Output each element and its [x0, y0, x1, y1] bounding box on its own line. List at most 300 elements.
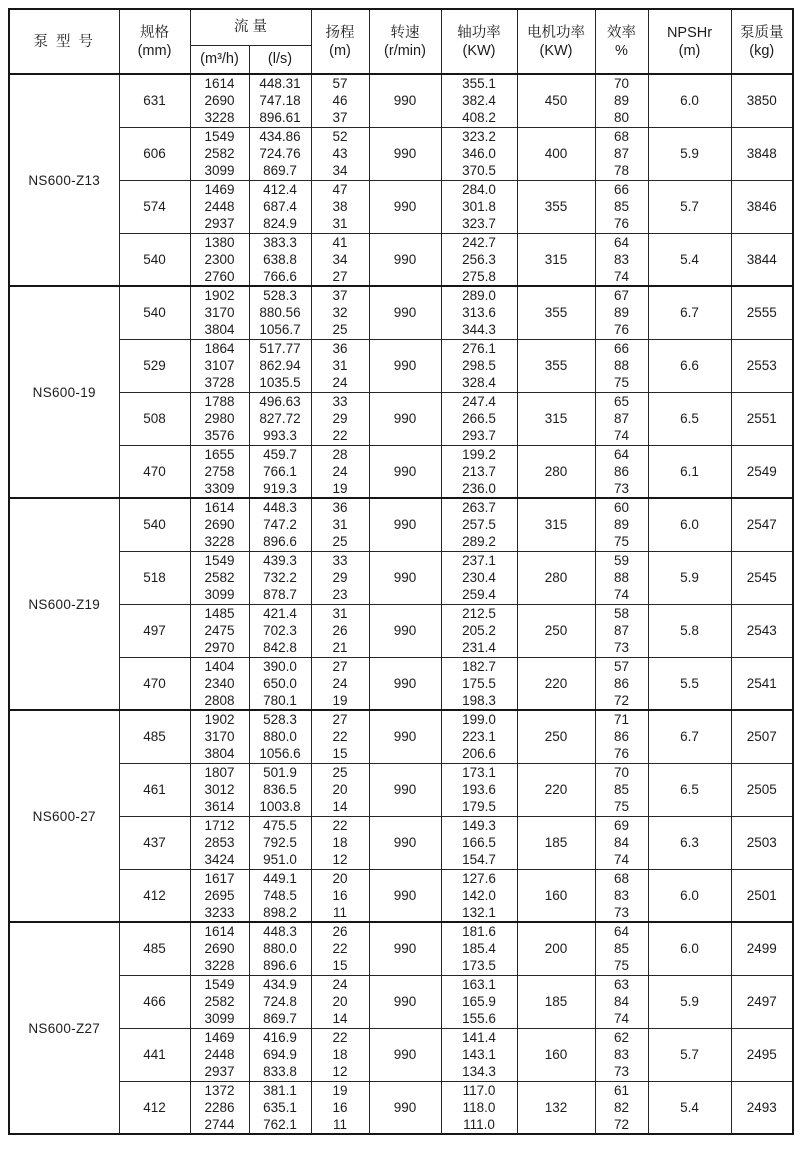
head-cell-value: 20 — [332, 870, 348, 886]
flow-m3h-cell — [190, 869, 249, 922]
mass-cell: 3844 — [731, 233, 793, 286]
efficiency-cell-value: 78 — [613, 163, 630, 178]
flow-m3h-cell-value: 1712 — [204, 818, 235, 833]
efficiency-cell-value: 89 — [613, 93, 630, 109]
flow-m3h-cell-value: 3170 — [204, 729, 235, 745]
head-cell — [311, 657, 369, 710]
efficiency-cell-value: 85 — [613, 941, 630, 957]
header-head-unit: (m) — [329, 42, 351, 59]
head-cell-value: 29 — [332, 411, 348, 426]
shaft-power-cell-value: 237.1 — [462, 553, 496, 568]
npshr-cell: 6.7 — [648, 710, 731, 763]
header-npshr-label: NPSHr — [666, 24, 713, 41]
spec-row — [9, 869, 793, 922]
shaft-power-cell — [441, 127, 517, 180]
spec-cell: 466 — [119, 975, 190, 1028]
npshr-cell: 6.5 — [648, 763, 731, 816]
head-cell-value: 37 — [332, 288, 348, 304]
flow-m3h-cell-value: 2970 — [204, 640, 235, 655]
head-cell — [311, 445, 369, 498]
flow-m3h-cell-value: 1469 — [204, 1030, 235, 1045]
flow-ls-cell-value: 694.9 — [263, 1047, 297, 1062]
shaft-power-cell-value: 199.2 — [462, 446, 496, 462]
efficiency-cell-value: 82 — [613, 1099, 630, 1115]
speed-cell: 990 — [369, 922, 441, 975]
mass-cell: 2501 — [731, 869, 793, 922]
efficiency-cell-value: 75 — [613, 799, 630, 814]
npshr-cell: 5.8 — [648, 604, 731, 657]
shaft-power-cell-value: 370.5 — [462, 163, 496, 178]
flow-ls-cell-value: 439.3 — [263, 553, 297, 568]
speed-cell: 990 — [369, 498, 441, 551]
head-cell-value: 24 — [332, 977, 348, 992]
flow-m3h-cell-value: 2582 — [204, 570, 235, 585]
flow-m3h-cell-value: 1485 — [204, 606, 235, 621]
spec-cell: 540 — [119, 498, 190, 551]
efficiency-cell-value: 75 — [613, 375, 630, 390]
flow-m3h-cell-value: 1614 — [204, 500, 235, 516]
shaft-power-cell-value: 323.2 — [462, 129, 496, 144]
efficiency-cell — [595, 763, 648, 816]
shaft-power-cell-value: 236.0 — [462, 480, 496, 496]
flow-m3h-cell-value: 3233 — [204, 904, 235, 920]
flow-ls-cell — [249, 233, 311, 286]
head-cell-value: 22 — [332, 729, 348, 745]
flow-ls-cell — [249, 922, 311, 975]
motor-power-cell: 355 — [517, 286, 595, 339]
efficiency-cell-value: 64 — [613, 446, 630, 462]
flow-m3h-cell-value: 1655 — [204, 446, 235, 462]
shaft-power-cell — [441, 551, 517, 604]
spec-row — [9, 1081, 793, 1134]
npshr-cell: 6.0 — [648, 922, 731, 975]
flow-ls-cell-value: 833.8 — [263, 1064, 297, 1079]
spec-cell: 631 — [119, 74, 190, 127]
flow-ls-cell-value: 528.3 — [263, 712, 297, 728]
header-shaft-power-unit: (KW) — [462, 42, 496, 59]
head-cell-value: 14 — [332, 799, 348, 814]
efficiency-cell-value: 86 — [613, 463, 630, 479]
efficiency-cell-value: 74 — [613, 1011, 630, 1026]
efficiency-cell-value: 59 — [613, 553, 630, 568]
header-spec — [119, 9, 190, 74]
efficiency-cell-value: 88 — [613, 570, 630, 585]
spec-row — [9, 763, 793, 816]
spec-row — [9, 710, 793, 763]
head-cell-value: 21 — [332, 640, 348, 655]
efficiency-cell — [595, 286, 648, 339]
head-cell — [311, 975, 369, 1028]
head-cell-value: 57 — [332, 76, 348, 92]
spec-cell: 540 — [119, 286, 190, 339]
head-cell-value: 29 — [332, 570, 348, 585]
efficiency-cell — [595, 392, 648, 445]
flow-ls-cell-value: 416.9 — [263, 1030, 297, 1045]
flow-m3h-cell — [190, 74, 249, 127]
head-cell-value: 32 — [332, 305, 348, 321]
flow-m3h-cell — [190, 604, 249, 657]
flow-m3h-cell-value: 2853 — [204, 835, 235, 850]
shaft-power-cell — [441, 763, 517, 816]
flow-m3h-cell-value: 2582 — [204, 146, 235, 161]
shaft-power-cell — [441, 180, 517, 233]
efficiency-cell-value: 75 — [613, 958, 630, 974]
flow-ls-cell-value: 880.56 — [259, 305, 301, 321]
motor-power-cell: 200 — [517, 922, 595, 975]
spec-cell: 497 — [119, 604, 190, 657]
head-cell-value: 41 — [332, 234, 348, 250]
flow-m3h-cell — [190, 975, 249, 1028]
flow-ls-cell-value: 1056.7 — [259, 322, 301, 338]
shaft-power-cell-value: 298.5 — [462, 358, 496, 373]
shaft-power-cell-value: 323.7 — [462, 216, 496, 231]
flow-ls-cell-value: 824.9 — [263, 216, 297, 231]
efficiency-cell — [595, 710, 648, 763]
spec-cell: 441 — [119, 1028, 190, 1081]
flow-ls-cell-value: 762.1 — [263, 1116, 297, 1132]
speed-cell: 990 — [369, 339, 441, 392]
mass-cell: 2551 — [731, 392, 793, 445]
flow-ls-cell-value: 724.76 — [259, 146, 301, 161]
head-cell — [311, 339, 369, 392]
flow-ls-cell — [249, 710, 311, 763]
npshr-cell: 6.0 — [648, 869, 731, 922]
mass-cell: 2495 — [731, 1028, 793, 1081]
efficiency-cell — [595, 339, 648, 392]
flow-m3h-cell-value: 2980 — [204, 411, 235, 426]
head-cell-value: 33 — [332, 553, 348, 568]
mass-cell: 3846 — [731, 180, 793, 233]
flow-m3h-cell-value: 3228 — [204, 958, 235, 974]
flow-m3h-cell — [190, 816, 249, 869]
flow-m3h-cell — [190, 180, 249, 233]
speed-cell: 990 — [369, 233, 441, 286]
pump-spec-table — [8, 8, 794, 1135]
flow-m3h-cell-value: 1864 — [204, 341, 235, 356]
shaft-power-cell-value: 117.0 — [462, 1082, 496, 1098]
efficiency-cell — [595, 551, 648, 604]
mass-cell: 3850 — [731, 74, 793, 127]
flow-m3h-cell-value: 2690 — [204, 941, 235, 957]
head-cell-value: 11 — [332, 904, 347, 920]
motor-power-cell: 355 — [517, 180, 595, 233]
flow-ls-cell-value: 827.72 — [259, 411, 301, 426]
spec-cell: 412 — [119, 869, 190, 922]
shaft-power-cell-value: 132.1 — [462, 904, 496, 920]
spec-row — [9, 551, 793, 604]
flow-m3h-cell-value: 3576 — [204, 428, 235, 443]
efficiency-cell-value: 64 — [613, 234, 630, 250]
spec-cell: 529 — [119, 339, 190, 392]
head-cell-value: 38 — [332, 199, 348, 214]
shaft-power-cell-value: 408.2 — [462, 110, 496, 126]
header-mass — [731, 9, 793, 74]
flow-m3h-cell — [190, 498, 249, 551]
flow-m3h-cell-value: 2744 — [204, 1116, 235, 1132]
flow-m3h-cell-value: 1549 — [204, 553, 235, 568]
shaft-power-cell-value: 328.4 — [462, 375, 496, 390]
head-cell — [311, 233, 369, 286]
shaft-power-cell-value: 276.1 — [462, 341, 496, 356]
efficiency-cell-value: 73 — [613, 480, 630, 496]
shaft-power-cell — [441, 869, 517, 922]
flow-m3h-cell-value: 2300 — [204, 251, 235, 267]
header-spec-label: 规格 — [140, 24, 169, 41]
shaft-power-cell — [441, 816, 517, 869]
header-spec-unit: (mm) — [137, 42, 172, 59]
shaft-power-cell-value: 212.5 — [462, 606, 496, 621]
shaft-power-cell-value: 142.0 — [462, 887, 496, 903]
speed-cell: 990 — [369, 1081, 441, 1134]
shaft-power-cell-value: 344.3 — [462, 322, 496, 338]
shaft-power-cell-value: 205.2 — [462, 623, 496, 638]
speed-cell: 990 — [369, 710, 441, 763]
npshr-cell: 5.9 — [648, 127, 731, 180]
efficiency-cell-value: 74 — [613, 852, 630, 867]
head-cell-value: 43 — [332, 146, 348, 161]
flow-ls-cell — [249, 657, 311, 710]
flow-ls-cell-value: 434.9 — [263, 977, 297, 992]
spec-cell: 540 — [119, 233, 190, 286]
head-cell — [311, 604, 369, 657]
shaft-power-cell — [441, 710, 517, 763]
efficiency-cell — [595, 1028, 648, 1081]
flow-ls-cell-value: 732.2 — [263, 570, 297, 585]
mass-cell: 2499 — [731, 922, 793, 975]
npshr-cell: 5.9 — [648, 975, 731, 1028]
shaft-power-cell-value: 179.5 — [462, 799, 496, 814]
header-efficiency-unit: % — [615, 42, 628, 59]
efficiency-cell-value: 65 — [613, 394, 630, 409]
shaft-power-cell-value: 257.5 — [462, 517, 496, 533]
flow-ls-cell — [249, 604, 311, 657]
mass-cell: 2507 — [731, 710, 793, 763]
shaft-power-cell-value: 118.0 — [462, 1099, 496, 1115]
shaft-power-cell-value: 289.0 — [462, 288, 496, 304]
flow-ls-cell-value: 896.61 — [259, 110, 301, 126]
flow-ls-cell-value: 412.4 — [263, 182, 297, 197]
flow-ls-cell — [249, 975, 311, 1028]
spec-row — [9, 74, 793, 127]
shaft-power-cell-value: 193.6 — [462, 782, 496, 797]
spec-cell: 574 — [119, 180, 190, 233]
header-efficiency-label: 效率 — [607, 24, 636, 41]
flow-m3h-cell-value: 3228 — [204, 534, 235, 550]
npshr-cell: 6.7 — [648, 286, 731, 339]
flow-ls-cell-value: 836.5 — [263, 782, 297, 797]
flow-ls-cell — [249, 498, 311, 551]
head-cell-value: 25 — [332, 534, 348, 550]
flow-ls-cell-value: 638.8 — [263, 251, 297, 267]
head-cell-value: 22 — [332, 428, 348, 443]
flow-m3h-cell — [190, 551, 249, 604]
mass-cell: 2553 — [731, 339, 793, 392]
speed-cell: 990 — [369, 180, 441, 233]
efficiency-cell-value: 62 — [613, 1030, 630, 1045]
model-name: NS600-19 — [9, 286, 119, 498]
head-cell-value: 15 — [332, 746, 348, 762]
efficiency-cell-value: 73 — [613, 904, 630, 920]
flow-m3h-cell — [190, 657, 249, 710]
flow-m3h-cell-value: 2690 — [204, 93, 235, 109]
flow-m3h-cell-value: 1807 — [204, 765, 235, 780]
efficiency-cell-value: 83 — [613, 887, 630, 903]
motor-power-cell: 220 — [517, 657, 595, 710]
npshr-cell: 6.0 — [648, 498, 731, 551]
shaft-power-cell-value: 155.6 — [462, 1011, 496, 1026]
speed-cell: 990 — [369, 445, 441, 498]
flow-m3h-cell-value: 2695 — [204, 887, 235, 903]
efficiency-cell-value: 76 — [613, 746, 630, 762]
header-motor-power-label: 电机功率 — [527, 24, 585, 41]
header-speed — [369, 9, 441, 74]
head-cell-value: 12 — [332, 1064, 348, 1079]
shaft-power-cell — [441, 1081, 517, 1134]
npshr-cell: 6.5 — [648, 392, 731, 445]
flow-m3h-cell-value: 3099 — [204, 163, 235, 178]
flow-ls-cell-value: 501.9 — [263, 765, 297, 780]
head-cell — [311, 392, 369, 445]
flow-ls-cell — [249, 551, 311, 604]
head-cell-value: 28 — [332, 446, 348, 462]
mass-cell: 2503 — [731, 816, 793, 869]
flow-ls-cell-value: 448.3 — [263, 500, 297, 516]
spec-row — [9, 233, 793, 286]
flow-ls-cell-value: 792.5 — [263, 835, 297, 850]
head-cell-value: 31 — [332, 517, 348, 533]
mass-cell: 2543 — [731, 604, 793, 657]
efficiency-cell-value: 60 — [613, 500, 630, 516]
flow-m3h-cell — [190, 922, 249, 975]
flow-ls-cell-value: 459.7 — [263, 446, 297, 462]
shaft-power-cell — [441, 604, 517, 657]
mass-cell: 2547 — [731, 498, 793, 551]
head-cell-value: 15 — [332, 958, 348, 974]
spec-cell: 412 — [119, 1081, 190, 1134]
efficiency-cell-value: 74 — [613, 428, 630, 443]
motor-power-cell: 250 — [517, 710, 595, 763]
efficiency-cell-value: 85 — [613, 199, 630, 214]
flow-m3h-cell-value: 3614 — [204, 799, 235, 814]
npshr-cell: 5.5 — [648, 657, 731, 710]
flow-m3h-cell — [190, 445, 249, 498]
flow-m3h-cell-value: 1469 — [204, 182, 235, 197]
spec-row — [9, 816, 793, 869]
spec-cell: 437 — [119, 816, 190, 869]
head-cell — [311, 710, 369, 763]
spec-cell: 485 — [119, 710, 190, 763]
efficiency-cell-value: 86 — [613, 675, 630, 691]
model-name: NS600-Z19 — [9, 498, 119, 710]
npshr-cell: 5.7 — [648, 1028, 731, 1081]
shaft-power-cell-value: 355.1 — [462, 76, 496, 92]
efficiency-cell-value: 67 — [613, 288, 630, 304]
motor-power-cell: 160 — [517, 1028, 595, 1081]
efficiency-cell — [595, 869, 648, 922]
shaft-power-cell-value: 259.4 — [462, 587, 496, 602]
head-cell-value: 16 — [332, 1099, 348, 1115]
head-cell-value: 18 — [332, 1047, 348, 1062]
flow-ls-cell-value: 880.0 — [263, 729, 297, 745]
shaft-power-cell-value: 289.2 — [462, 534, 496, 550]
flow-ls-cell-value: 496.63 — [259, 394, 301, 409]
shaft-power-cell — [441, 392, 517, 445]
head-cell-value: 14 — [332, 1011, 348, 1026]
spec-row — [9, 445, 793, 498]
speed-cell: 990 — [369, 869, 441, 922]
header-mass-label: 泵质量 — [740, 24, 784, 41]
flow-ls-cell-value: 724.8 — [263, 994, 297, 1009]
shaft-power-cell-value: 166.5 — [462, 835, 496, 850]
motor-power-cell: 132 — [517, 1081, 595, 1134]
shaft-power-cell-value: 154.7 — [462, 852, 496, 867]
flow-m3h-cell-value: 3099 — [204, 1011, 235, 1026]
efficiency-cell-value: 70 — [613, 765, 630, 780]
shaft-power-cell-value: 256.3 — [462, 251, 496, 267]
shaft-power-cell-value: 143.1 — [462, 1047, 496, 1062]
flow-ls-cell-value: 702.3 — [263, 623, 297, 638]
spec-cell: 470 — [119, 445, 190, 498]
flow-m3h-cell-value: 2448 — [204, 199, 235, 214]
mass-cell: 2545 — [731, 551, 793, 604]
head-cell-value: 33 — [332, 394, 348, 409]
flow-m3h-cell-value: 1404 — [204, 658, 235, 674]
flow-ls-cell-value: 517.77 — [259, 341, 301, 356]
flow-m3h-cell-value: 3170 — [204, 305, 235, 321]
npshr-cell: 5.4 — [648, 1081, 731, 1134]
shaft-power-cell-value: 284.0 — [462, 182, 496, 197]
efficiency-cell-value: 68 — [613, 129, 630, 144]
efficiency-cell-value: 72 — [613, 692, 630, 708]
motor-power-cell: 450 — [517, 74, 595, 127]
flow-m3h-cell-value: 1549 — [204, 129, 235, 144]
flow-m3h-cell — [190, 127, 249, 180]
head-cell-value: 12 — [332, 852, 348, 867]
speed-cell: 990 — [369, 604, 441, 657]
efficiency-cell-value: 72 — [613, 1116, 630, 1132]
flow-ls-cell-value: 650.0 — [263, 675, 297, 691]
shaft-power-cell-value: 213.7 — [462, 463, 496, 479]
shaft-power-cell-value: 181.6 — [462, 924, 496, 940]
efficiency-cell-value: 58 — [613, 606, 630, 621]
shaft-power-cell-value: 149.3 — [462, 818, 496, 833]
flow-ls-cell-value: 869.7 — [263, 163, 297, 178]
efficiency-cell-value: 87 — [613, 411, 630, 426]
efficiency-cell-value: 68 — [613, 870, 630, 886]
flow-m3h-cell — [190, 233, 249, 286]
header-flow-m3h-unit: (m³/h) — [200, 51, 239, 68]
motor-power-cell: 220 — [517, 763, 595, 816]
flow-ls-cell — [249, 816, 311, 869]
shaft-power-cell-value: 134.3 — [462, 1064, 496, 1079]
head-cell-value: 36 — [332, 500, 348, 516]
flow-m3h-cell-value: 1902 — [204, 288, 235, 304]
efficiency-cell-value: 85 — [613, 782, 630, 797]
head-cell — [311, 127, 369, 180]
speed-cell: 990 — [369, 551, 441, 604]
flow-ls-cell — [249, 869, 311, 922]
efficiency-cell-value: 80 — [613, 110, 630, 126]
shaft-power-cell — [441, 445, 517, 498]
flow-m3h-cell-value: 2690 — [204, 517, 235, 533]
head-cell — [311, 922, 369, 975]
efficiency-cell — [595, 445, 648, 498]
flow-ls-cell — [249, 1028, 311, 1081]
motor-power-cell: 185 — [517, 816, 595, 869]
efficiency-cell-value: 57 — [613, 658, 630, 674]
efficiency-cell-value: 69 — [613, 818, 630, 833]
mass-cell: 3848 — [731, 127, 793, 180]
